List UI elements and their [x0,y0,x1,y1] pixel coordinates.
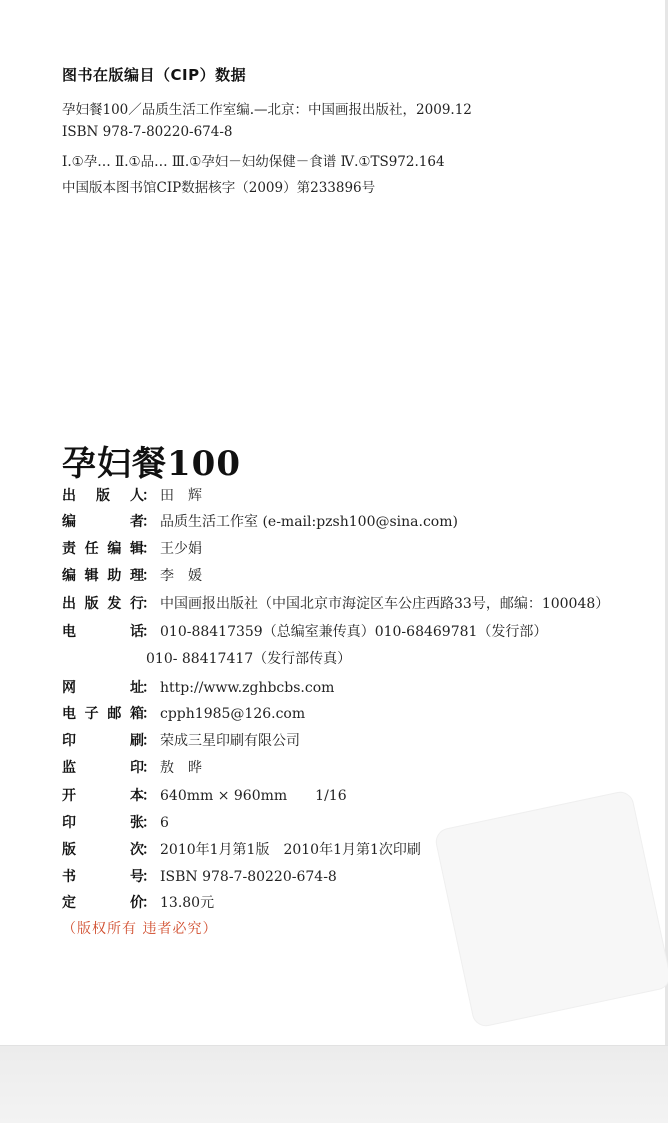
info-row-phone-continuation [146,649,668,669]
info-row-phone: 电 话： 010-88417359（总编室兼传真）010-68469781（发行部） [62,624,548,640]
info-row-sheets: 印 张： 6 [62,815,169,831]
info-value: 李 媛 [160,568,202,584]
info-value: 荣成三星印刷有限公司 [160,733,300,749]
info-value: 王少娟 [160,541,202,557]
cip-line-classification: Ⅰ.①孕… Ⅱ.①品… Ⅲ.①孕妇－妇幼保健－食谱 Ⅳ.①TS972.164 [62,154,445,170]
info-row-publisher: 出版发行： 中国画报出版社（中国北京市海淀区车公庄西路33号，邮编：100048） [62,596,610,612]
info-value: 2010年1月第1版 2010年1月第1次印刷 [160,842,421,858]
info-row-print-supervisor: 监 印： 敖 晔 [62,760,202,776]
info-row-edition: 版 次： 2010年1月第1版 2010年1月第1次印刷 [62,842,421,858]
info-value: 640mm × 960mm 1/16 [160,788,347,804]
scan-margin [0,1045,668,1123]
info-row-editor: 编 者： 品质生活工作室 (e-mail:pzsh100@sina.com) [62,514,458,530]
info-value: 敖 晔 [160,760,202,776]
info-value: 6 [160,815,169,831]
info-label: 出版发行 [62,596,144,612]
book-title: 孕妇餐100 [62,444,241,484]
cip-title: 图书在版编目（CIP）数据 [62,66,247,84]
info-row-website: 网 址： http://www.zghbcbs.com [62,680,335,696]
info-row-price: 定 价： 13.80元 [62,895,215,911]
info-row-editorial-assistant: 编辑助理： 李 媛 [62,568,202,584]
cip-line-catalog: 孕妇餐100／品质生活工作室编.—北京：中国画报出版社，2009.12 [62,102,472,118]
cip-line-cip-number: 中国版本图书馆CIP数据核字（2009）第233896号 [62,180,376,196]
info-value: 010- 88417417（发行部传真） [146,651,352,667]
info-value: 13.80元 [160,895,215,911]
info-label: 出 版 人 [62,488,144,504]
info-label: 开 本 [62,788,144,804]
info-label: 印 刷 [62,733,144,749]
info-value: ISBN 978-7-80220-674-8 [160,869,337,885]
watermark-stamp [433,789,668,1029]
info-value: http://www.zghbcbs.com [160,680,335,696]
info-label: 定 价 [62,895,144,911]
info-label: 书 号 [62,869,144,885]
info-label: 印 张 [62,815,144,831]
info-label: 编 者 [62,514,144,530]
rights-notice: （版权所有 违者必究） [62,921,218,937]
info-row-responsible-editor: 责任编辑： 王少娟 [62,541,202,557]
info-value: 010-88417359（总编室兼传真）010-68469781（发行部） [160,624,548,640]
info-value: 中国画报出版社（中国北京市海淀区车公庄西路33号，邮编：100048） [160,596,610,612]
info-row-email: 电子邮箱： cpph1985@126.com [62,706,306,722]
info-label: 责任编辑 [62,541,144,557]
info-label: 电 话 [62,624,144,640]
info-label: 监 印 [62,760,144,776]
cip-line-isbn: ISBN 978-7-80220-674-8 [62,124,233,140]
info-value: 田 辉 [160,488,202,504]
info-value: 品质生活工作室 (e-mail:pzsh100@sina.com) [160,514,458,530]
info-label: 编辑助理 [62,568,144,584]
info-label: 版 次 [62,842,144,858]
info-row-isbn: 书 号： ISBN 978-7-80220-674-8 [62,869,337,885]
info-row-publisher-person: 出 版 人： 田 辉 [62,488,202,504]
info-row-format: 开 本： 640mm × 960mm 1/16 [62,788,347,804]
info-label: 网 址 [62,680,144,696]
info-label: 电子邮箱 [62,706,144,722]
info-value: cpph1985@126.com [160,706,306,722]
info-row-printer: 印 刷： 荣成三星印刷有限公司 [62,733,300,749]
